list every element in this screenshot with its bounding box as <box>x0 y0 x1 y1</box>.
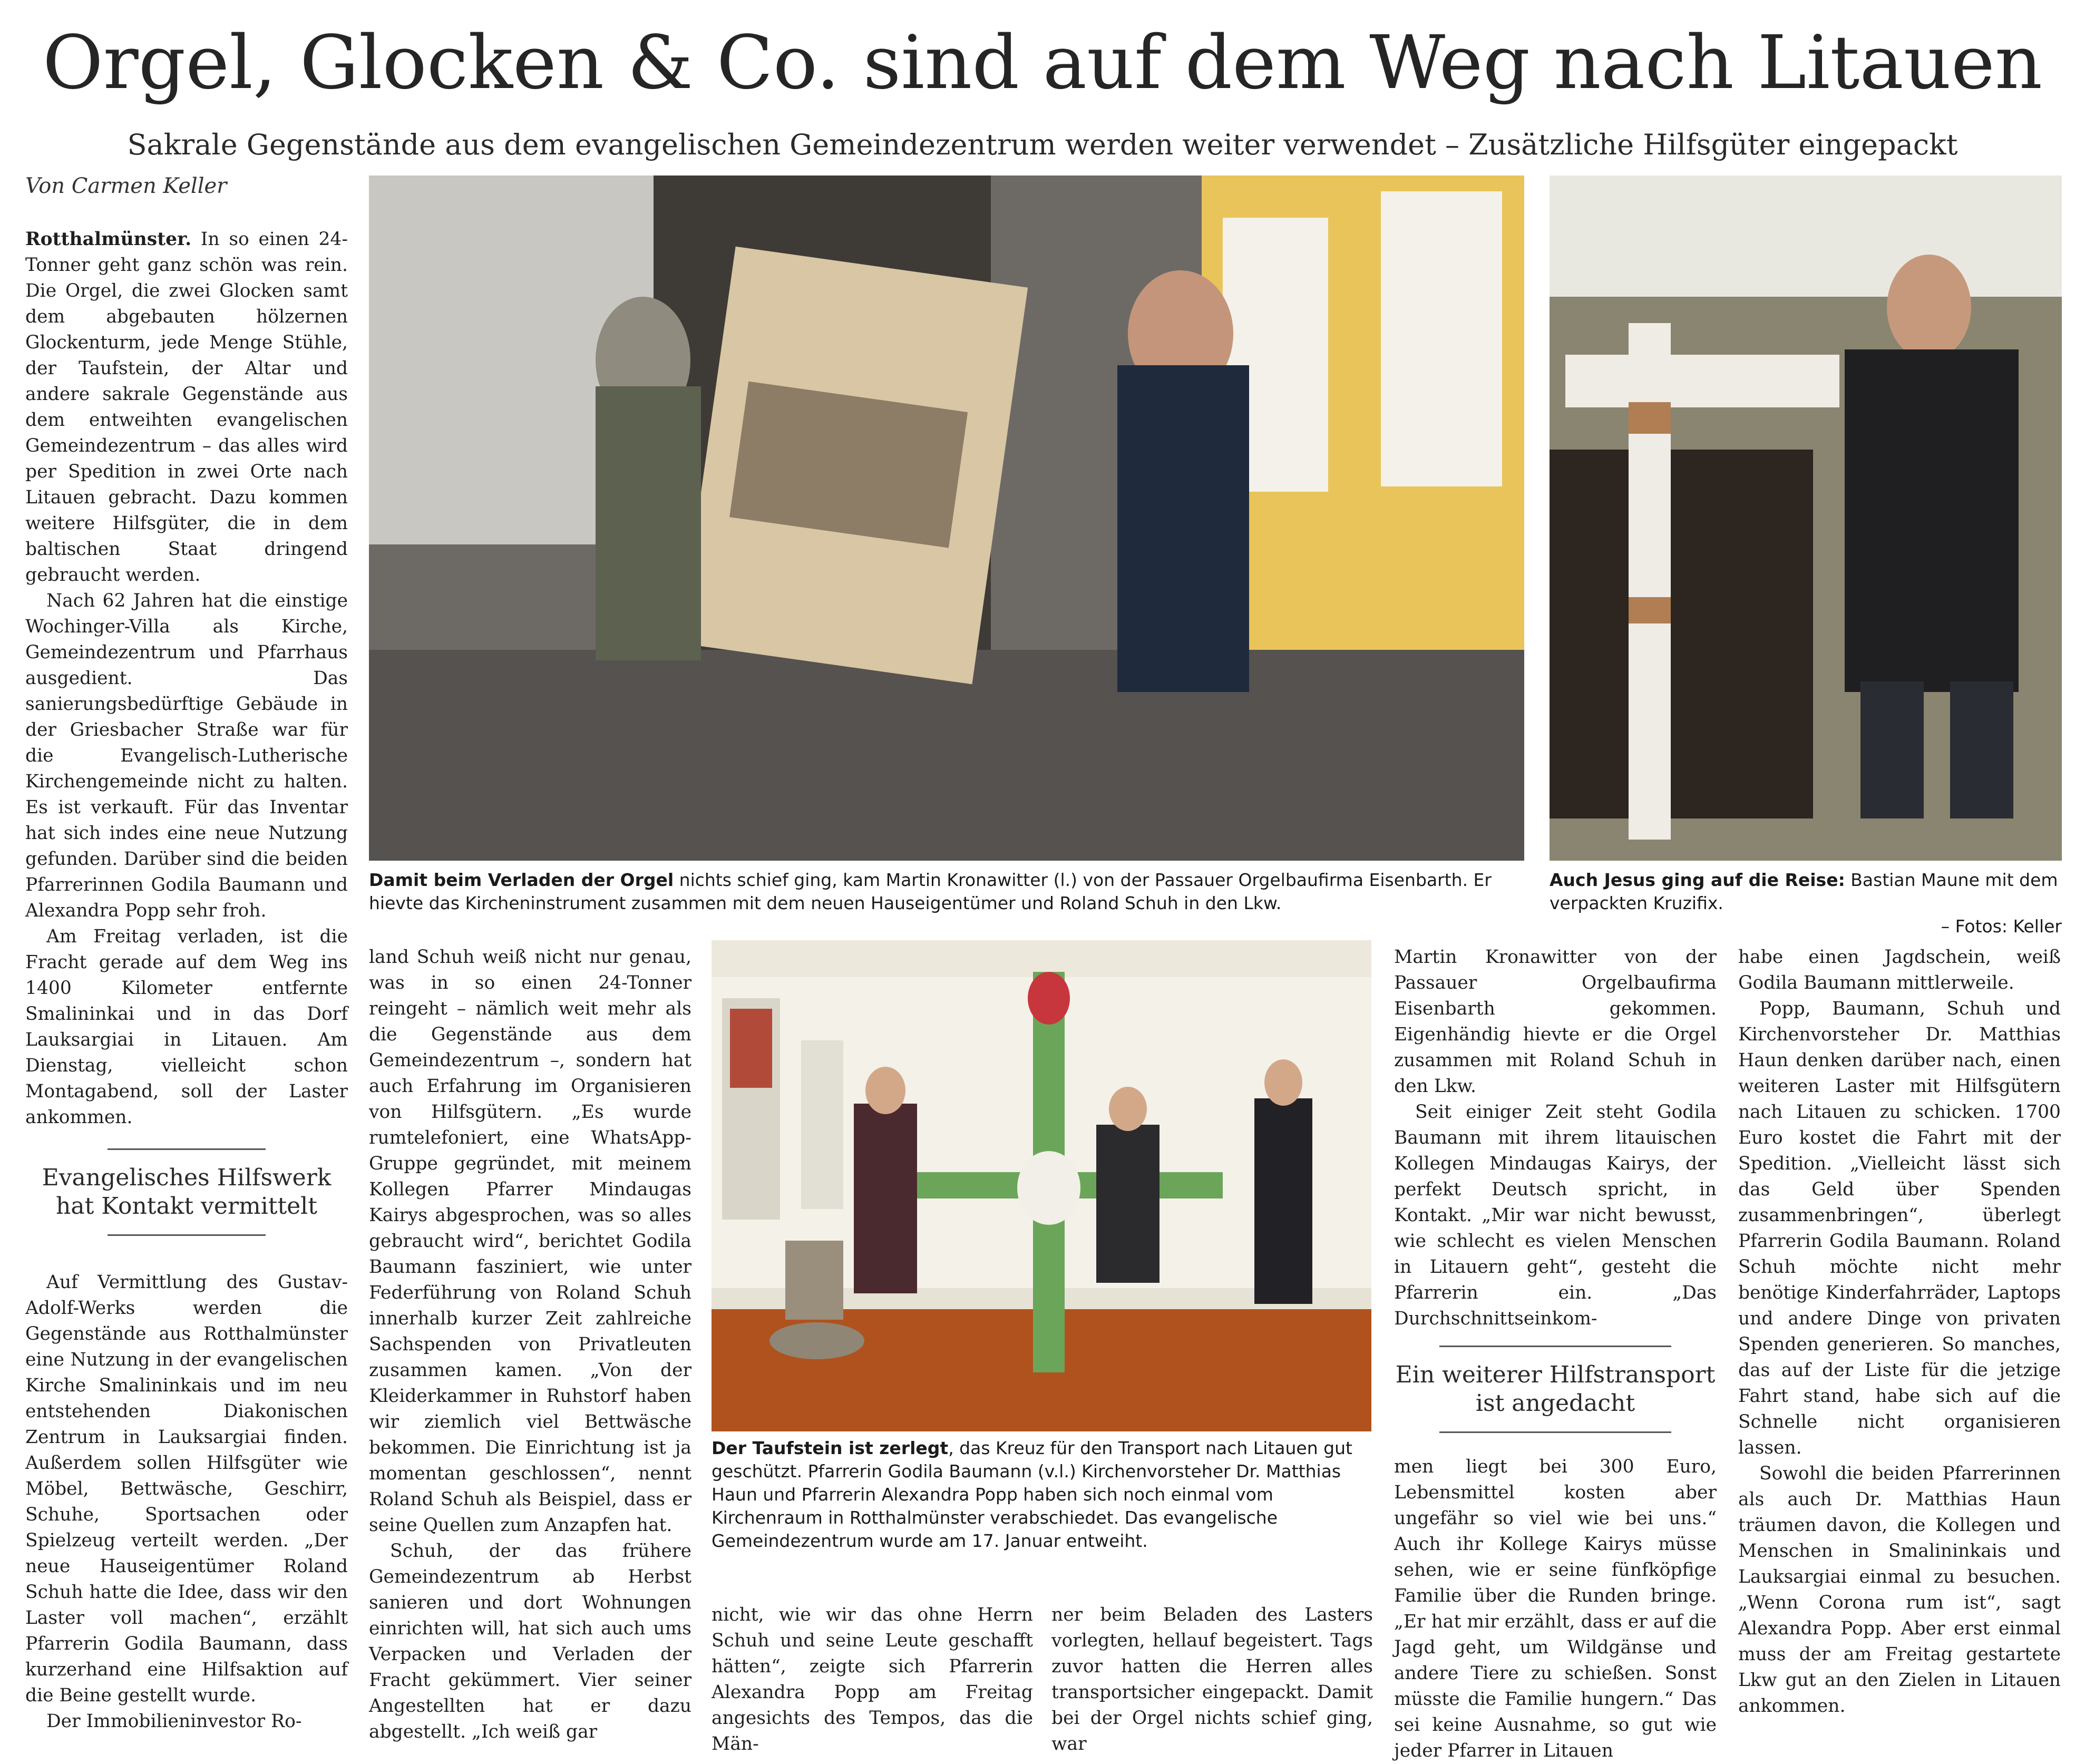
paragraph: nicht, wie wir das ohne Herrn Schuh und seine Leute geschafft hätten“, zeigte sich Pfarrerin Alexandra Popp am Freitag angesichts des Tempos, das die Män- <box>712 1604 1033 1755</box>
caption-organ <box>369 869 1524 915</box>
photo-credit: – Fotos: Keller <box>1941 916 2062 937</box>
paragraph: land Schuh weiß nicht nur genau, was in so einen 24-Tonner reingeht – nämlich weit mehr als die Gegenstände aus dem Gemeindezentrum –, sondern hat auch Erfahrung im Organisieren von Hilfsgütern. „Es wurde rumtelefoniert, eine WhatsApp-Gruppe gegründet, mit meinem Kollegen Pfarrer Mindaugas Kairys abgesprochen, was so alles gebraucht wird“, berichtet Godila Baumann fasziniert, wie unter Federführung von Roland Schuh innerhalb kurzer Zeit zahlreiche Sachspenden von Privatleuten zusammen kamen. „Von der Kleiderkammer in Ruhstorf haben wir ziemlich viel Bettwäsche bekommen. Die Einrichtung ist ja momentan geschlossen“, nennt Roland Schuh als Beispiel, dass er seine Quellen zum Anzapfen hat. <box>369 947 691 1536</box>
divider <box>1439 1431 1671 1433</box>
paragraph: ner beim Beladen des Lasters vorlegten, hellauf begeistert. Tags zuvor hatten die Herren alles transportsicher eingepackt. Damit bei der Orgel nichts schief ging, war <box>1051 1604 1373 1755</box>
divider <box>108 1234 266 1236</box>
caption-bold: Auch Jesus ging auf die Reise: <box>1550 870 1845 890</box>
photo-church-room-cross <box>712 940 1371 1431</box>
paragraph: Der Immobilieninvestor Ro- <box>46 1711 302 1732</box>
article-column-5 <box>1394 944 1717 1761</box>
headline: Orgel, Glocken & Co. sind auf dem Weg nach Litauen <box>42 20 2043 106</box>
dateline: Rotthalmünster. <box>25 229 192 250</box>
paragraph: Seit einiger Zeit steht Godila Baumann mit ihrem litauischen Kollegen Mindaugas Kairys, der perfekt Deutsch spricht, in Kontakt. „Mir war nicht bewusst, wie schlecht es vielen Menschen in Litauern geht“, gesteht die Pfarrerin ein. „Das Durchschnittseinkom- <box>1394 1102 1717 1329</box>
article-column-1 <box>25 227 348 1732</box>
divider <box>108 1148 266 1150</box>
caption-text: Bastian Maune mit dem verpackten Kruzifix. <box>1550 870 2058 913</box>
paragraph: Nach 62 Jahren hat die einstige Wochinger-Villa als Kirche, Gemeindezentrum und Pfarrhaus ausgedient. Das sanierungsbedürftige Gebäude in der Griesbacher Straße war für die Evangelisch-Lutherische Kirchengemeinde nicht zu halten. Es ist verkauft. Für das Inventar hat sich indes eine neue Nutzung gefunden. Darüber sind die beiden Pfarrerinnen Godila Baumann und Alexandra Popp sehr froh. <box>25 590 348 921</box>
photo-organ-loading <box>369 176 1524 861</box>
paragraph: Sowohl die beiden Pfarrerinnen als auch Dr. Matthias Haun träumen davon, die Kollegen und Menschen in Smalininkais und Lauksargiai einmal zu besuchen. „Wenn Corona rum ist“, sagt Alexandra Popp. Aber erst einmal muss der am Freitag gestartete Lkw gut an den Zielen in Litauen ankommen. <box>1738 1463 2061 1717</box>
section-subhead: Evangelisches Hilfswerk hat Kontakt vermittelt <box>42 1164 332 1220</box>
section-subhead: Ein weiterer Hilfstransport ist angedacht <box>1395 1361 1716 1417</box>
paragraph: Popp, Baumann, Schuh und Kirchenvorsteher Dr. Matthias Haun denken darüber nach, einen weiteren Laster mit Hilfsgütern nach Litauen zu schicken. 1700 Euro kostet die Fahrt mit der Spedition. „Vielleicht lässt sich das Geld über Spenden zusammenbringen“, überlegt Pfarrerin Godila Baumann. Roland Schuh möchte nicht mehr benötige Kinderfahrräder, Laptops und andere Dinge von privaten Spenden generieren. So manches, das auf der Liste für die jetzige Fahrt stand, habe sich auf die Schnelle nicht organisieren lassen. <box>1738 998 2061 1458</box>
paragraph: Am Freitag verladen, ist die Fracht gerade auf dem Weg ins 1400 Kilometer entfernte Smalininkai und in das Dorf Lauksargiai in Litauen. Am Dienstag, vielleicht schon Montagabend, soll der Laster ankommen. <box>25 926 348 1128</box>
caption-church-room <box>712 1437 1371 1553</box>
paragraph: habe einen Jagdschein, weiß Godila Baumann mittlerweile. <box>1738 947 2061 993</box>
byline: Von Carmen Keller <box>25 174 227 198</box>
caption-crucifix <box>1550 869 2062 938</box>
paragraph: Schuh, der das frühere Gemeindezentrum ab Herbst sanieren und dort Wohnungen einrichten will, hat sich auch ums Verpacken und Verladen der Fracht gekümmert. Vier seiner Angestellten hat er dazu abgestellt. „Ich weiß gar <box>369 1541 691 1742</box>
paragraph: men liegt bei 300 Euro, Lebensmittel kosten aber ungefähr so viel wie bei uns.“ Auch ihr Kollege Kairys müsse sehen, wie er seine fünfköpfige Familie über die Runden bringe. „Er hat mir erzählt, dass er auf die Jagd geht, um Wildgänse und andere Tiere zu schießen. Sonst müsste die Familie hungern.“ Das sei keine Ausnahme, so gut wie jeder Pfarrer in Litauen <box>1394 1456 1717 1761</box>
caption-text: nichts schief ging, kam Martin Kronawitter (l.) von der Passauer Orgelbaufirma Eisenbarth. Er hievte das Kircheninstrument zusammen mit dem neuen Hauseigentümer und Roland Schuh in den Lkw. <box>369 870 1492 913</box>
caption-bold: Damit beim Verladen der Orgel <box>369 870 674 890</box>
photo-crucifix-truck <box>1550 176 2062 861</box>
caption-text: , das Kreuz für den Transport nach Litauen gut geschützt. Pfarrerin Godila Baumann (v.l.) Kirchenvorsteher Dr. Matthias Haun und Pfarrerin Alexandra Popp haben sich noch einmal vom Kirchenraum in Rotthalmünster verabschiedet. Das evangelische Gemeindezentrum wurde am 17. Januar entweiht. <box>712 1438 1352 1551</box>
caption-bold: Der Taufstein ist zerlegt <box>712 1438 949 1458</box>
paragraph: Martin Kronawitter von der Passauer Orgelbaufirma Eisenbarth gekommen. Eigenhändig hievte er die Orgel zusammen mit Roland Schuh in den Lkw. <box>1394 947 1717 1097</box>
divider <box>1439 1346 1671 1347</box>
article-column-3 <box>712 1602 1033 1755</box>
article-column-2 <box>369 944 691 1742</box>
article-column-4 <box>1051 1602 1373 1755</box>
paragraph: Auf Vermittlung des Gustav-Adolf-Werks werden die Gegenstände aus Rotthalmünster eine Nutzung in der evangelischen Kirche Smalininkais und im neu entstehenden Diakonischen Zentrum in Lauksargiai finden. Außerdem sollen Hilfsgüter wie Möbel, Bettwäsche, Geschirr, Schuhe, Sportsachen oder Spielzeug verteilt werden. „Der neue Hauseigentümer Roland Schuh hatte die Idee, dass wir den Laster voll machen“, erzählt Pfarrerin Godila Baumann, dass kurzerhand eine Hilfsaktion auf die Beine gestellt wurde. <box>25 1272 348 1706</box>
paragraph: In so einen 24-Tonner geht ganz schön was rein. Die Orgel, die zwei Glocken samt dem abgebauten hölzernen Glockenturm, jede Menge Stühle, der Taufstein, der Altar und andere sakrale Gegenstände aus dem entweihten evangelischen Gemeindezentrum – das alles wird per Spedition in zwei Orte nach Litauen gebracht. Dazu kommen weitere Hilfsgüter, die in dem baltischen Staat dringend gebraucht werden. <box>25 229 348 586</box>
subheadline: Sakrale Gegenstände aus dem evangelischen Gemeindezentrum werden weiter verwendet – Zusätzliche Hilfsgüter eingepackt <box>127 128 1958 161</box>
article-column-6 <box>1738 944 2061 1730</box>
